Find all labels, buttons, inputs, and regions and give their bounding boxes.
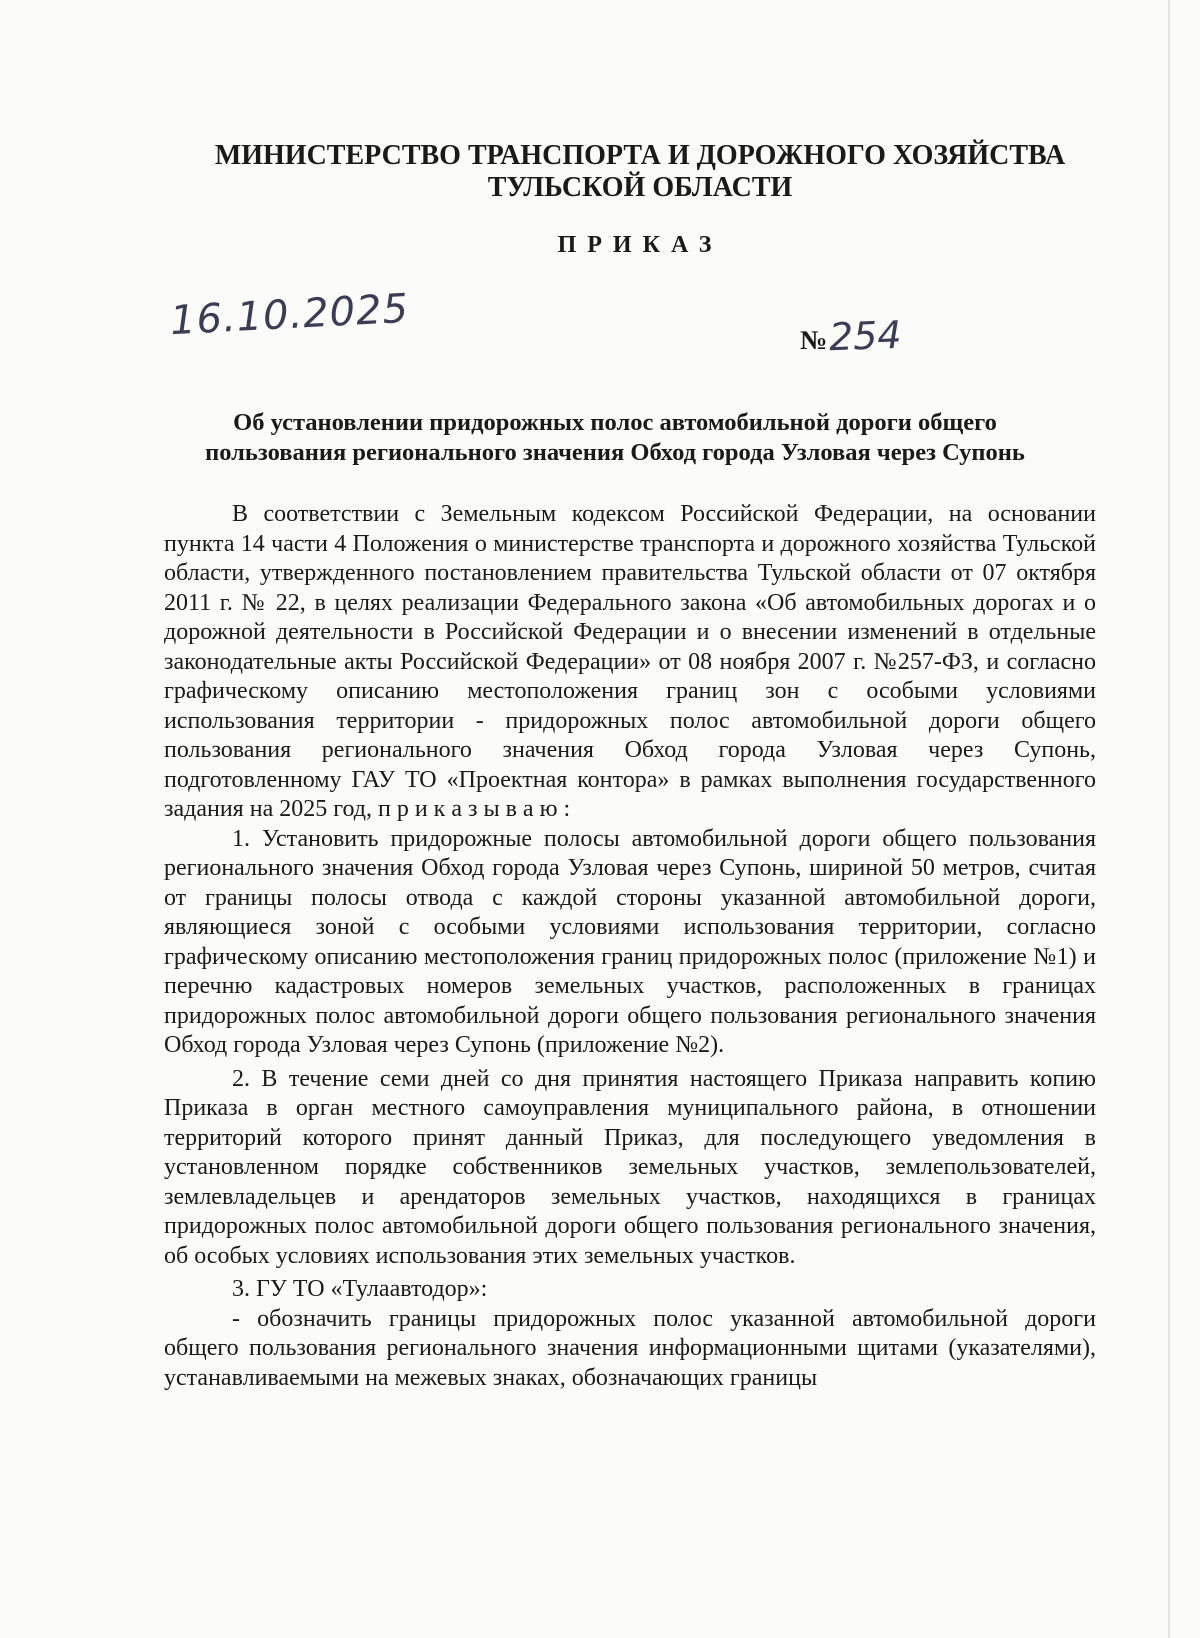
preamble-paragraph — [164, 500, 1096, 825]
ministry-line-2: ТУЛЬСКОЙ ОБЛАСТИ — [487, 172, 793, 203]
ministry-name — [0, 140, 1200, 204]
preamble-text: В соответствии с Земельным кодексом Российской Федерации, на основании пункта 14 части 4 Положения о министерстве транспорта и дорожного хозяйства Тульской области, утвержденного постановлением правительства Тульской области от 07 октября 2011 г. № 22, в целях реализации Федерального закона «Об автомобильных дорогах и о дорожной деятельности в Российской Федерации и о внесении изменений в отдельные законодательные акты Российской Федерации» от 08 ноября 2007 г. №257-ФЗ, и согласно графическому описанию местоположения границ зон с особыми условиями использования территории - придорожных полос автомобильной дороги общего пользования регионального значения Обход города Узловая через Супонь, подготовленному ГАУ ТО «Проектная контора» в рамках выполнения государственного задания на 2025 год, — [164, 501, 1096, 822]
order-number-handwritten: 254 — [828, 312, 903, 360]
subject-line-2: пользования регионального значения Обход города Узловая через Супонь — [205, 439, 1025, 466]
item-3-sub-1-paragraph: - обозначить границы придорожных полос указанной автомобильной дороги общего пользования регионального значения информационными щитами (указателями), устанавливаемыми на межевых знаках, обозначающих границы — [164, 1305, 1096, 1391]
item-3-paragraph: 3. ГУ ТО «Тулаавтодор»: — [232, 1276, 488, 1302]
order-number-line — [800, 314, 902, 358]
order-title: ПРИКАЗ — [557, 232, 723, 258]
prikazyvayu-word: п р и к а з ы в а ю : — [377, 796, 571, 822]
order-date-handwritten: 16.10.2025 — [168, 285, 411, 345]
number-sign: № — [800, 325, 828, 355]
ministry-line-1: МИНИСТЕРСТВО ТРАНСПОРТА И ДОРОЖНОГО ХОЗЯЙСТВА — [214, 140, 1066, 171]
order-body — [164, 500, 1096, 1393]
item-1-paragraph: 1. Установить придорожные полосы автомобильной дороги общего пользования регионального значения Обход города Узловая через Супонь, шириной 50 метров, считая от границы полосы отвода с каждой стороны указанной автомобильной дороги, являющиеся зоной с особыми условиями использования территории, согласно графическому описанию местоположения границ придорожных полос (приложение №1) и перечню кадастровых номеров земельных участков, расположенных в границах придорожных полос автомобильной дороги общего пользования регионального значения Обход города Узловая через Супонь (приложение №2). — [164, 825, 1096, 1058]
subject-line-1: Об установлении придорожных полос автомобильной дороги общего — [233, 409, 997, 436]
item-2-paragraph: 2. В течение семи дней со дня принятия настоящего Приказа направить копию Приказа в орган местного самоуправления муниципального района, в отношении территорий которого принят данный Приказ, для последующего уведомления в установленном порядке собственников земельных участков, землепользователей, землевладельцев и арендаторов земельных участков, находящихся в границах придорожных полос автомобильной дороги общего пользования регионального значения, об особых условиях использования этих земельных участков. — [164, 1065, 1096, 1269]
order-subject — [150, 408, 1080, 468]
